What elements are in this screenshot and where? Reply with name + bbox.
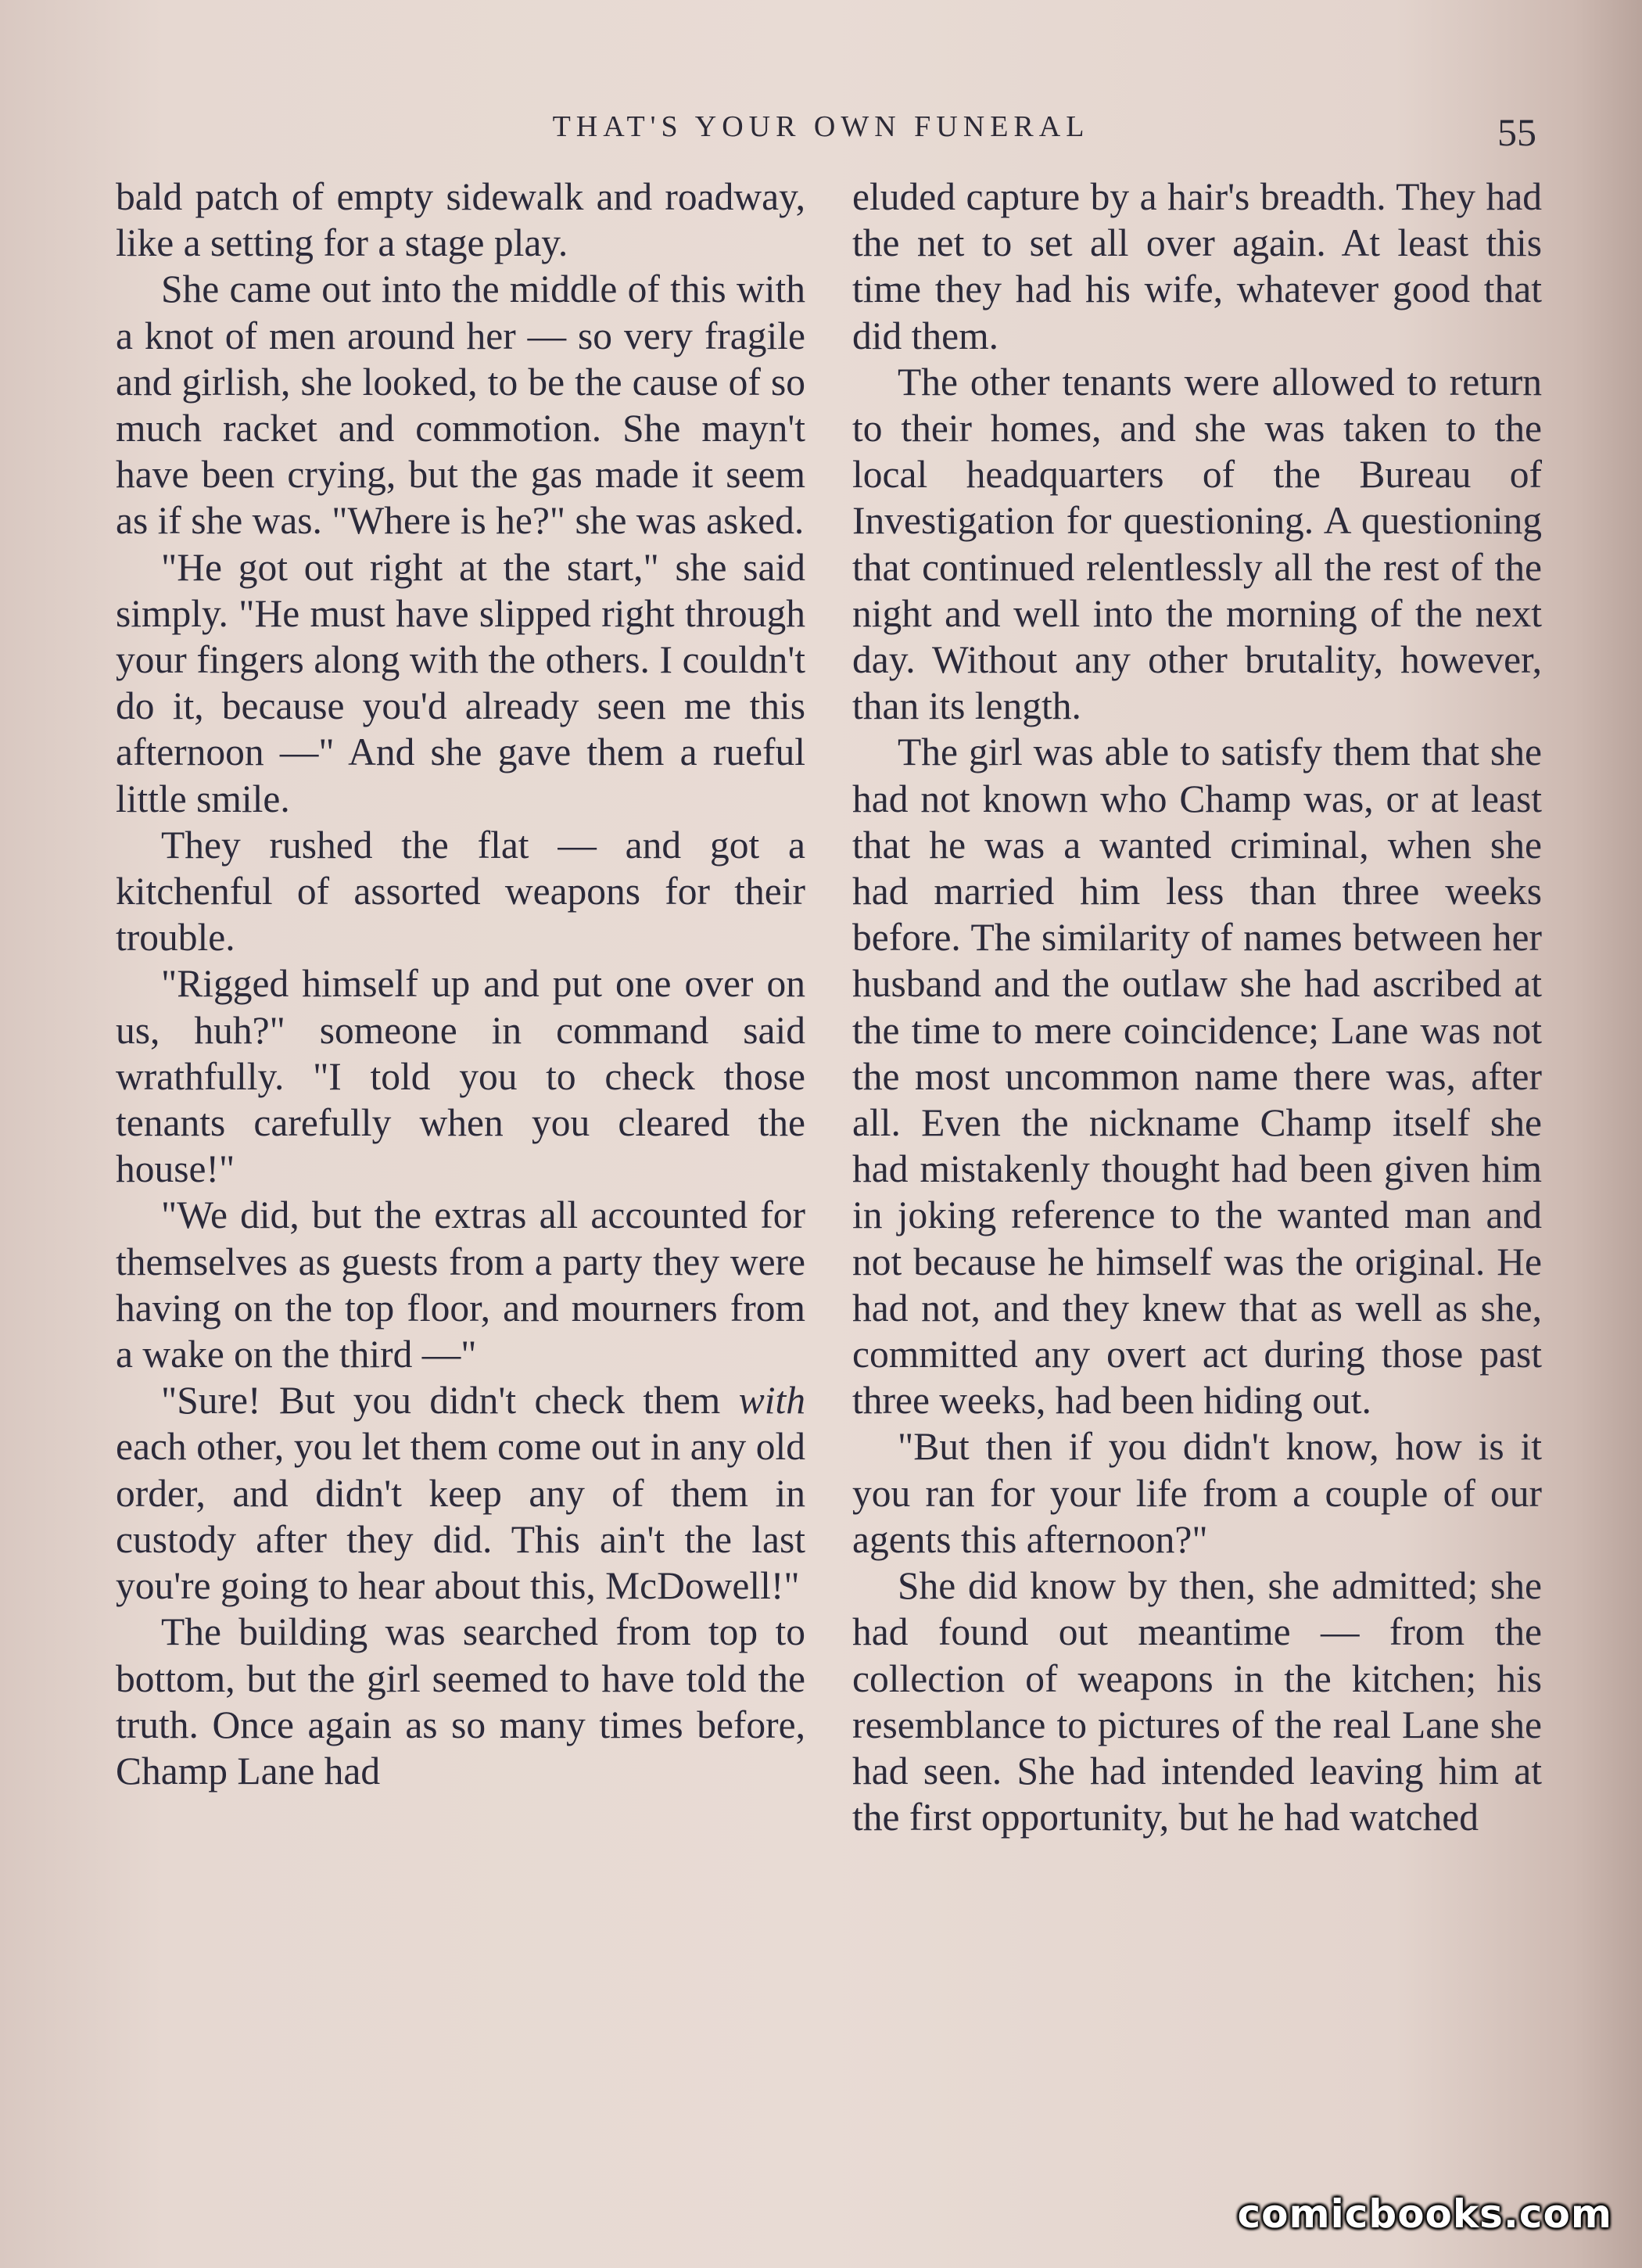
paragraph: eluded capture by a hair's breadth. They had the net to set all over again. At least this time they had his wife, whatever good that did them. [852, 175, 1542, 357]
paragraph: "But then if you didn't know, how is it you ran for your life from a couple of our agents this afternoon?" [852, 1425, 1542, 1561]
paragraph: They rushed the flat — and got a kitchenful of assorted weapons for their trouble. [116, 823, 805, 960]
paragraph [116, 1377, 805, 1609]
paragraph: The girl was able to satisfy them that she had not known who Champ was, or at least that he was a wanted criminal, when she had married him less than three weeks before. The similarity of names between her husband and the outlaw she had ascribed at the time to mere coincidence; Lane was not the most uncommon name there was, after all. Even the nickname Champ itself she had mistakenly thought had been given him in joking reference to the wanted man and not because he himself was the original. He had not, and they knew that as well as she, committed any overt act during those past three weeks, had been hiding out. [852, 730, 1542, 1423]
paragraph: The building was searched from top to bottom, but the girl seemed to have told the truth. Once again as so many times before, Champ Lane had [116, 1610, 805, 1793]
paragraph: She did know by then, she admitted; she had found out meantime — from the collection of weapons in the kitchen; his resemblance to pictures of the real Lane she had seen. She had intended leaving him at the first opportunity, but he had watched [852, 1564, 1542, 1839]
right-column [852, 174, 1542, 1840]
paragraph-text: "Sure! But you didn't check them [161, 1379, 739, 1423]
paragraph: "He got out right at the start," she said simply. "He must have slipped right through your fingers along with the others. I couldn't do it, because you'd already seen me this afternoon —" And she gave them a rueful little smile. [116, 545, 805, 820]
paragraph: "We did, but the extras all accounted for themselves as guests from a party they were having on the top floor, and mourners from a wake on the third —" [116, 1193, 805, 1376]
paragraph: The other tenants were allowed to return to their homes, and she was taken to the local headquarters of the Bureau of Investigation for questioning. A questioning that continued relentlessly all the rest of the night and well into the morning of the next day. Without any other brutality, however, than its length. [852, 360, 1542, 728]
left-column [116, 174, 805, 1794]
paragraph: "Rigged himself up and put one over on us, huh?" someone in command said wrathfully. "I told you to check those tenants carefully when you cleared the house!" [116, 962, 805, 1191]
paragraph: bald patch of empty sidewalk and roadway, like a setting for a stage play. [116, 175, 805, 265]
page-number: 55 [1497, 110, 1536, 154]
paragraph-text: each other, you let them come out in any old order, and didn't keep any of them in custody after they did. This ain't the last you're going to hear about this, McDowell!" [116, 1425, 805, 1608]
emphasis-text: with [738, 1379, 805, 1423]
running-head: THAT'S YOUR OWN FUNERAL [552, 110, 1090, 143]
paragraph: She came out into the middle of this with a knot of men around her — so very fragile and girlish, she looked, to be the cause of so much racket and commotion. She mayn't have been crying, but the gas made it seem as if she was. "Where is he?" she was asked. [116, 267, 805, 543]
watermark: comicbooks.com [1237, 2191, 1612, 2237]
